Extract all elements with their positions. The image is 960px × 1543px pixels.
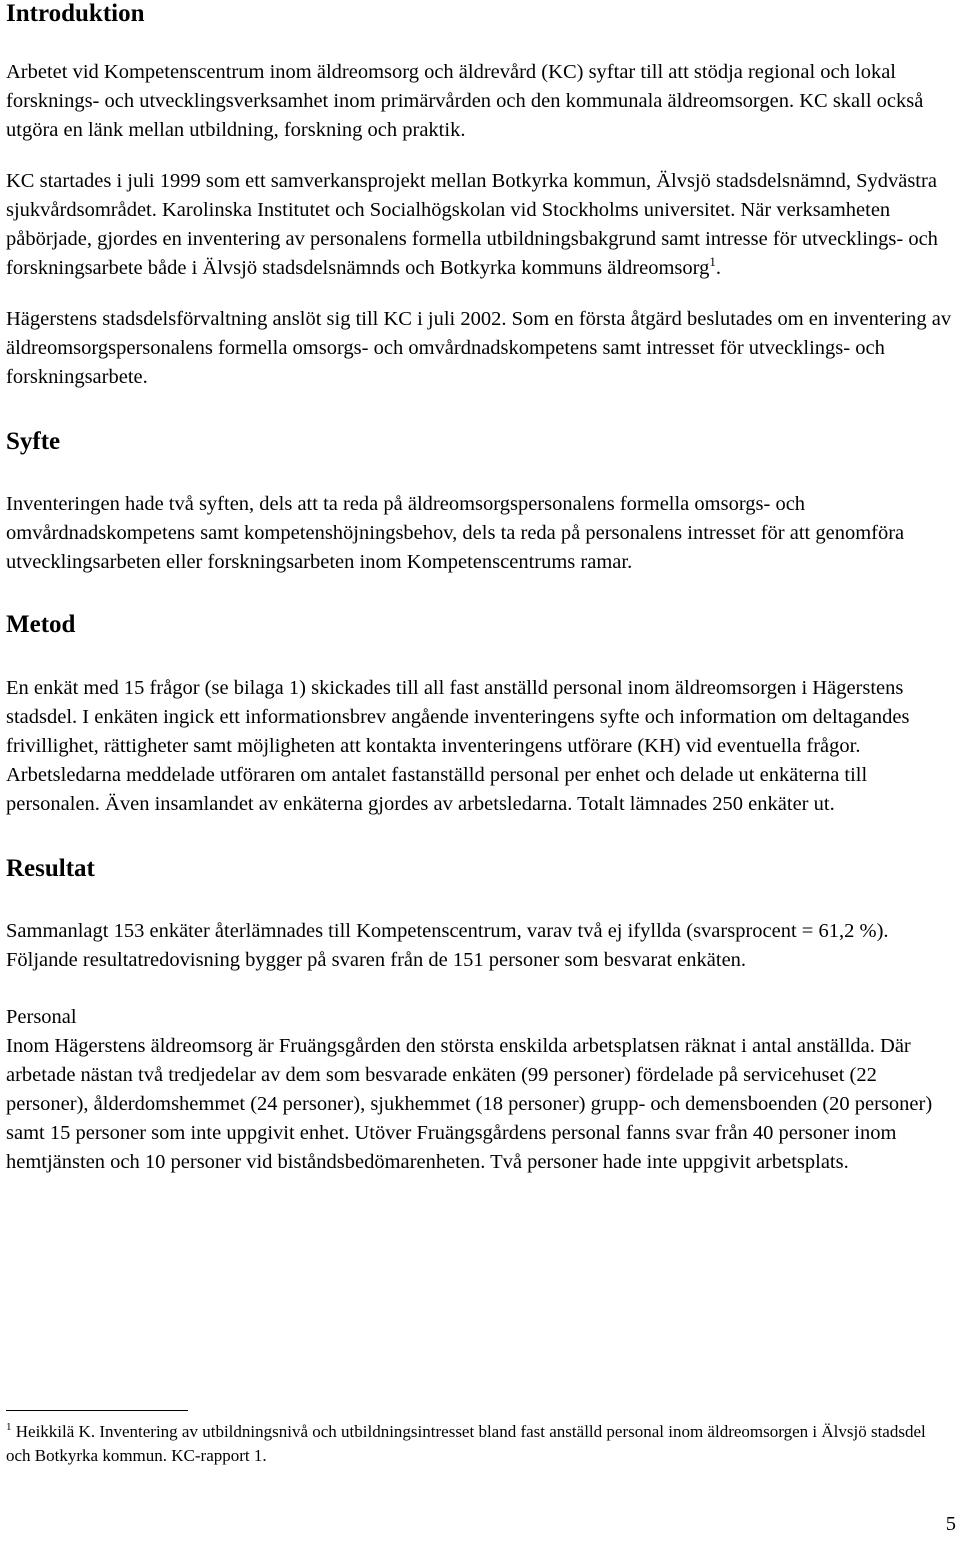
heading-metod: Metod bbox=[6, 611, 76, 638]
syfte-paragraph: Inventeringen hade två syften, dels att ta reda på äldreomsorgspersonalens formella omsorgs- och omvårdnadskompetens samt kompetenshöjningsbehov, dels ta reda på personalens intresset för att genomföra utvecklingsarbeten eller forskningsarbeten inom Kompetenscentrums ramar. bbox=[6, 493, 905, 573]
heading-resultat: Resultat bbox=[6, 855, 95, 882]
document-page bbox=[6, 0, 956, 1177]
page-number: 5 bbox=[945, 1513, 956, 1535]
footnote-text: Heikkilä K. Inventering av utbildningsnivå och utbildningsintresset bland fast anställd personal inom äldreomsorgen i Älvsjö stadsdel och Botkyrka kommun. KC-rapport 1. bbox=[6, 1422, 926, 1465]
introduktion-paragraph-1: Arbetet vid Kompetenscentrum inom äldreomsorg och äldrevård (KC) syftar till att stödja regional och lokal forsknings- och utvecklingsverksamhet inom primärvården och den kommunala äldreomsorgen. KC skall också utgöra en länk mellan utbildning, forskning och praktik. bbox=[6, 61, 924, 141]
introduktion-paragraph-2 bbox=[6, 167, 956, 283]
introduktion-paragraph-2-text: KC startades i juli 1999 som ett samverkansprojekt mellan Botkyrka kommun, Älvsjö stadsdelsnämnd, Sydvästra sjukvårdsområdet. Karolinska Institutet och Socialhögskolan vid Stockholms universitet. När verksamheten påbörjade, gjordes en inventering av personalens formella utbildningsbakgrund samt intresse för utvecklings- och forskningsarbete både i Älvsjö stadsdelsnämnds och Botkyrka kommuns äldreomsorg bbox=[6, 170, 938, 279]
footnote-number: 1 bbox=[6, 1421, 12, 1433]
introduktion-paragraph-3: Hägerstens stadsdelsförvaltning anslöt sig till KC i juli 2002. Som en första åtgärd beslutades om en inventering av äldreomsorgspersonalens formella omsorgs- och omvårdnadskompetens samt intresset för utvecklings- och forskningsarbete. bbox=[6, 308, 952, 388]
subheading-personal: Personal bbox=[6, 1006, 77, 1028]
heading-syfte: Syfte bbox=[6, 428, 61, 455]
personal-paragraph: Inom Hägerstens äldreomsorg är Fruängsgården den största enskilda arbetsplatsen räknat i antal anställda. Där arbetade nästan två tredjedelar av dem som besvarade enkäten (99 personer) fördelade på servicehuset (22 personer), ålderdomshemmet (24 personer), sjukhemmet (18 personer) grupp- och demensboenden (20 personer) samt 15 personer som inte uppgivit enhet. Utöver Fruängsgårdens personal fanns svar från 40 personer inom hemtjänsten och 10 personer vid biståndsbedömarenheten. Två personer hade inte uppgivit arbetsplats. bbox=[6, 1035, 933, 1173]
introduktion-paragraph-2-end: . bbox=[715, 257, 721, 279]
footnote-separator bbox=[6, 1410, 188, 1411]
footnote bbox=[6, 1420, 946, 1468]
resultat-paragraph: Sammanlagt 153 enkäter återlämnades till Kompetenscentrum, varav två ej ifyllda (svarsprocent = 61,2 %). Följande resultatredovisning bygger på svaren från de 151 personer som besvarat enkäten. bbox=[6, 920, 889, 971]
footnote-reference: 1 bbox=[709, 254, 716, 269]
metod-paragraph: En enkät med 15 frågor (se bilaga 1) skickades till all fast anställd personal inom äldreomsorgen i Hägerstens stadsdel. I enkäten ingick ett informationsbrev angående inventeringens syfte och information om deltagandes frivillighet, rättigheter samt möjligheten att kontakta inventeringens utförare (KH) vid eventuella frågor. Arbetsledarna meddelade utföraren om antalet fastanställd personal per enhet och delade ut enkäterna till personalen. Även insamlandet av enkäterna gjordes av arbetsledarna. Totalt lämnades 250 enkäter ut. bbox=[6, 677, 910, 815]
heading-introduktion: Introduktion bbox=[6, 0, 145, 27]
